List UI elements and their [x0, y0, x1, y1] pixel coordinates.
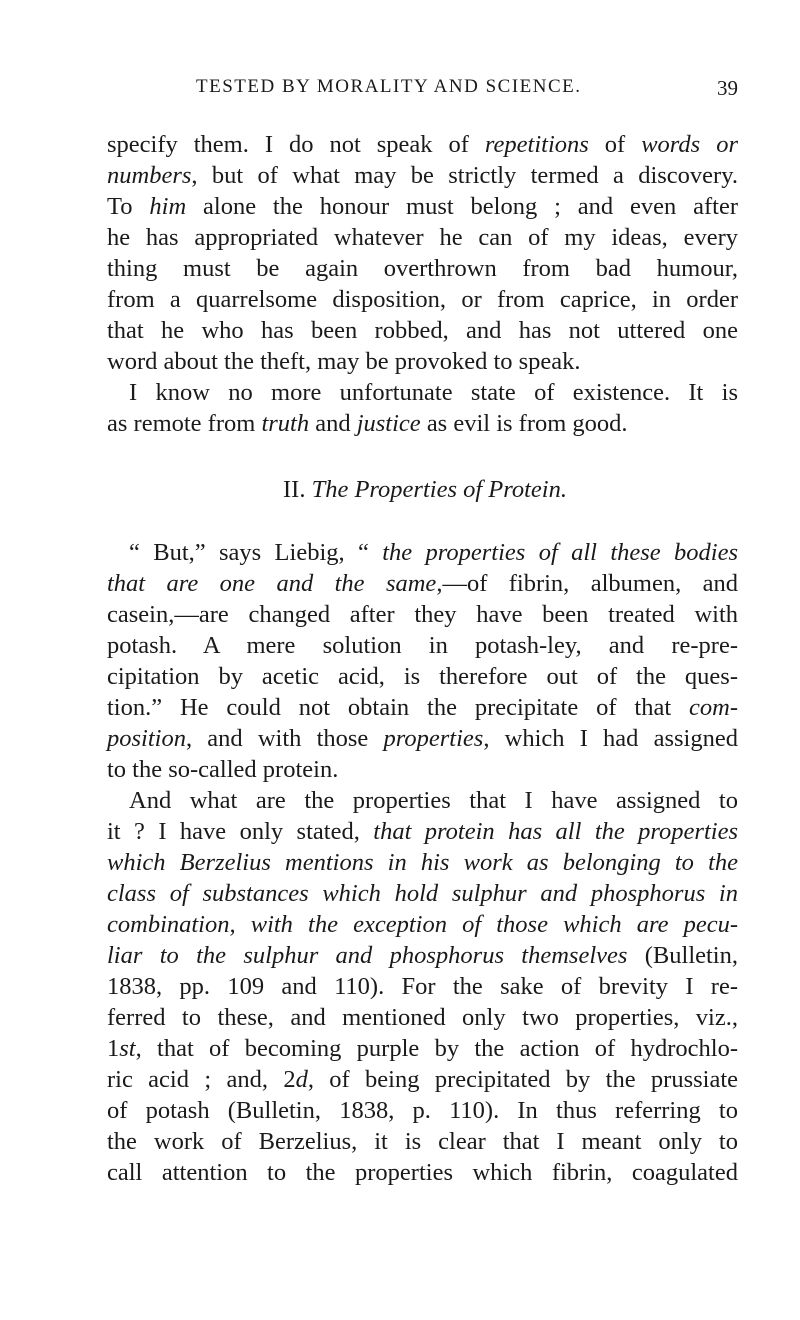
text-line: 1st, that of becoming purple by the action of hydrochlo-	[107, 1035, 738, 1062]
text-line: position, and with those properties, which I had assigned	[107, 725, 738, 752]
text-line: ferred to these, and mentioned only two properties, viz.,	[107, 1004, 738, 1031]
text-line: cipitation by acetic acid, is therefore out of the ques-	[107, 663, 738, 690]
text-line: that are one and the same,—of fibrin, albumen, and	[107, 570, 738, 597]
text-line: combination, with the exception of those which are pecu-	[107, 911, 738, 938]
section-heading: II. The Properties of Protein.	[283, 476, 567, 503]
text-line: tion.” He could not obtain the precipitate of that com-	[107, 694, 738, 721]
text-line: class of substances which hold sulphur and phosphorus in	[107, 880, 738, 907]
paragraph-1	[107, 129, 738, 377]
body-text	[107, 129, 738, 1188]
text-line: that he who has been robbed, and has not uttered one	[107, 317, 738, 344]
running-head	[0, 76, 800, 106]
text-line: the work of Berzelius, it is clear that I meant only to	[107, 1128, 738, 1155]
paragraph-4	[107, 785, 738, 1188]
text-line: numbers, but of what may be strictly termed a discovery.	[107, 162, 738, 189]
text-line: ric acid ; and, 2d, of being precipitated by the prussiate	[107, 1066, 739, 1093]
text-line: potash. A mere solution in potash-ley, and re-pre-	[107, 632, 738, 659]
text-line: from a quarrelsome disposition, or from caprice, in order	[107, 286, 738, 313]
text-line: To him alone the honour must belong ; and even after	[107, 193, 739, 220]
paragraph-3	[107, 537, 738, 785]
text-line: casein,—are changed after they have been treated with	[107, 601, 738, 628]
running-title: TESTED BY MORALITY AND SCIENCE.	[196, 76, 582, 97]
text-line: thing must be again overthrown from bad humour,	[107, 255, 738, 282]
text-line: 1838, pp. 109 and 110). For the sake of brevity I re-	[107, 973, 738, 1000]
paragraph-2	[107, 377, 738, 439]
text-line: as remote from truth and justice as evil is from good.	[107, 410, 628, 437]
text-line: And what are the properties that I have assigned to	[129, 787, 738, 814]
text-line: liar to the sulphur and phosphorus themselves (Bulletin,	[107, 942, 738, 969]
text-line: to the so-called protein.	[107, 756, 339, 783]
page-number: 39	[717, 76, 738, 100]
text-line: specify them. I do not speak of repetitions of words or	[107, 131, 738, 158]
text-line: of potash (Bulletin, 1838, p. 110). In thus referring to	[107, 1097, 738, 1124]
text-line: word about the theft, may be provoked to speak.	[107, 348, 581, 375]
text-line: it ? I have only stated, that protein has all the properties	[107, 818, 738, 845]
text-line: “ But,” says Liebig, “ the properties of all these bodies	[129, 539, 739, 566]
text-line: I know no more unfortunate state of existence. It is	[129, 379, 738, 406]
text-line: which Berzelius mentions in his work as belonging to the	[107, 849, 738, 876]
text-line: he has appropriated whatever he can of my ideas, every	[107, 224, 738, 251]
text-line: call attention to the properties which fibrin, coagulated	[107, 1159, 738, 1186]
